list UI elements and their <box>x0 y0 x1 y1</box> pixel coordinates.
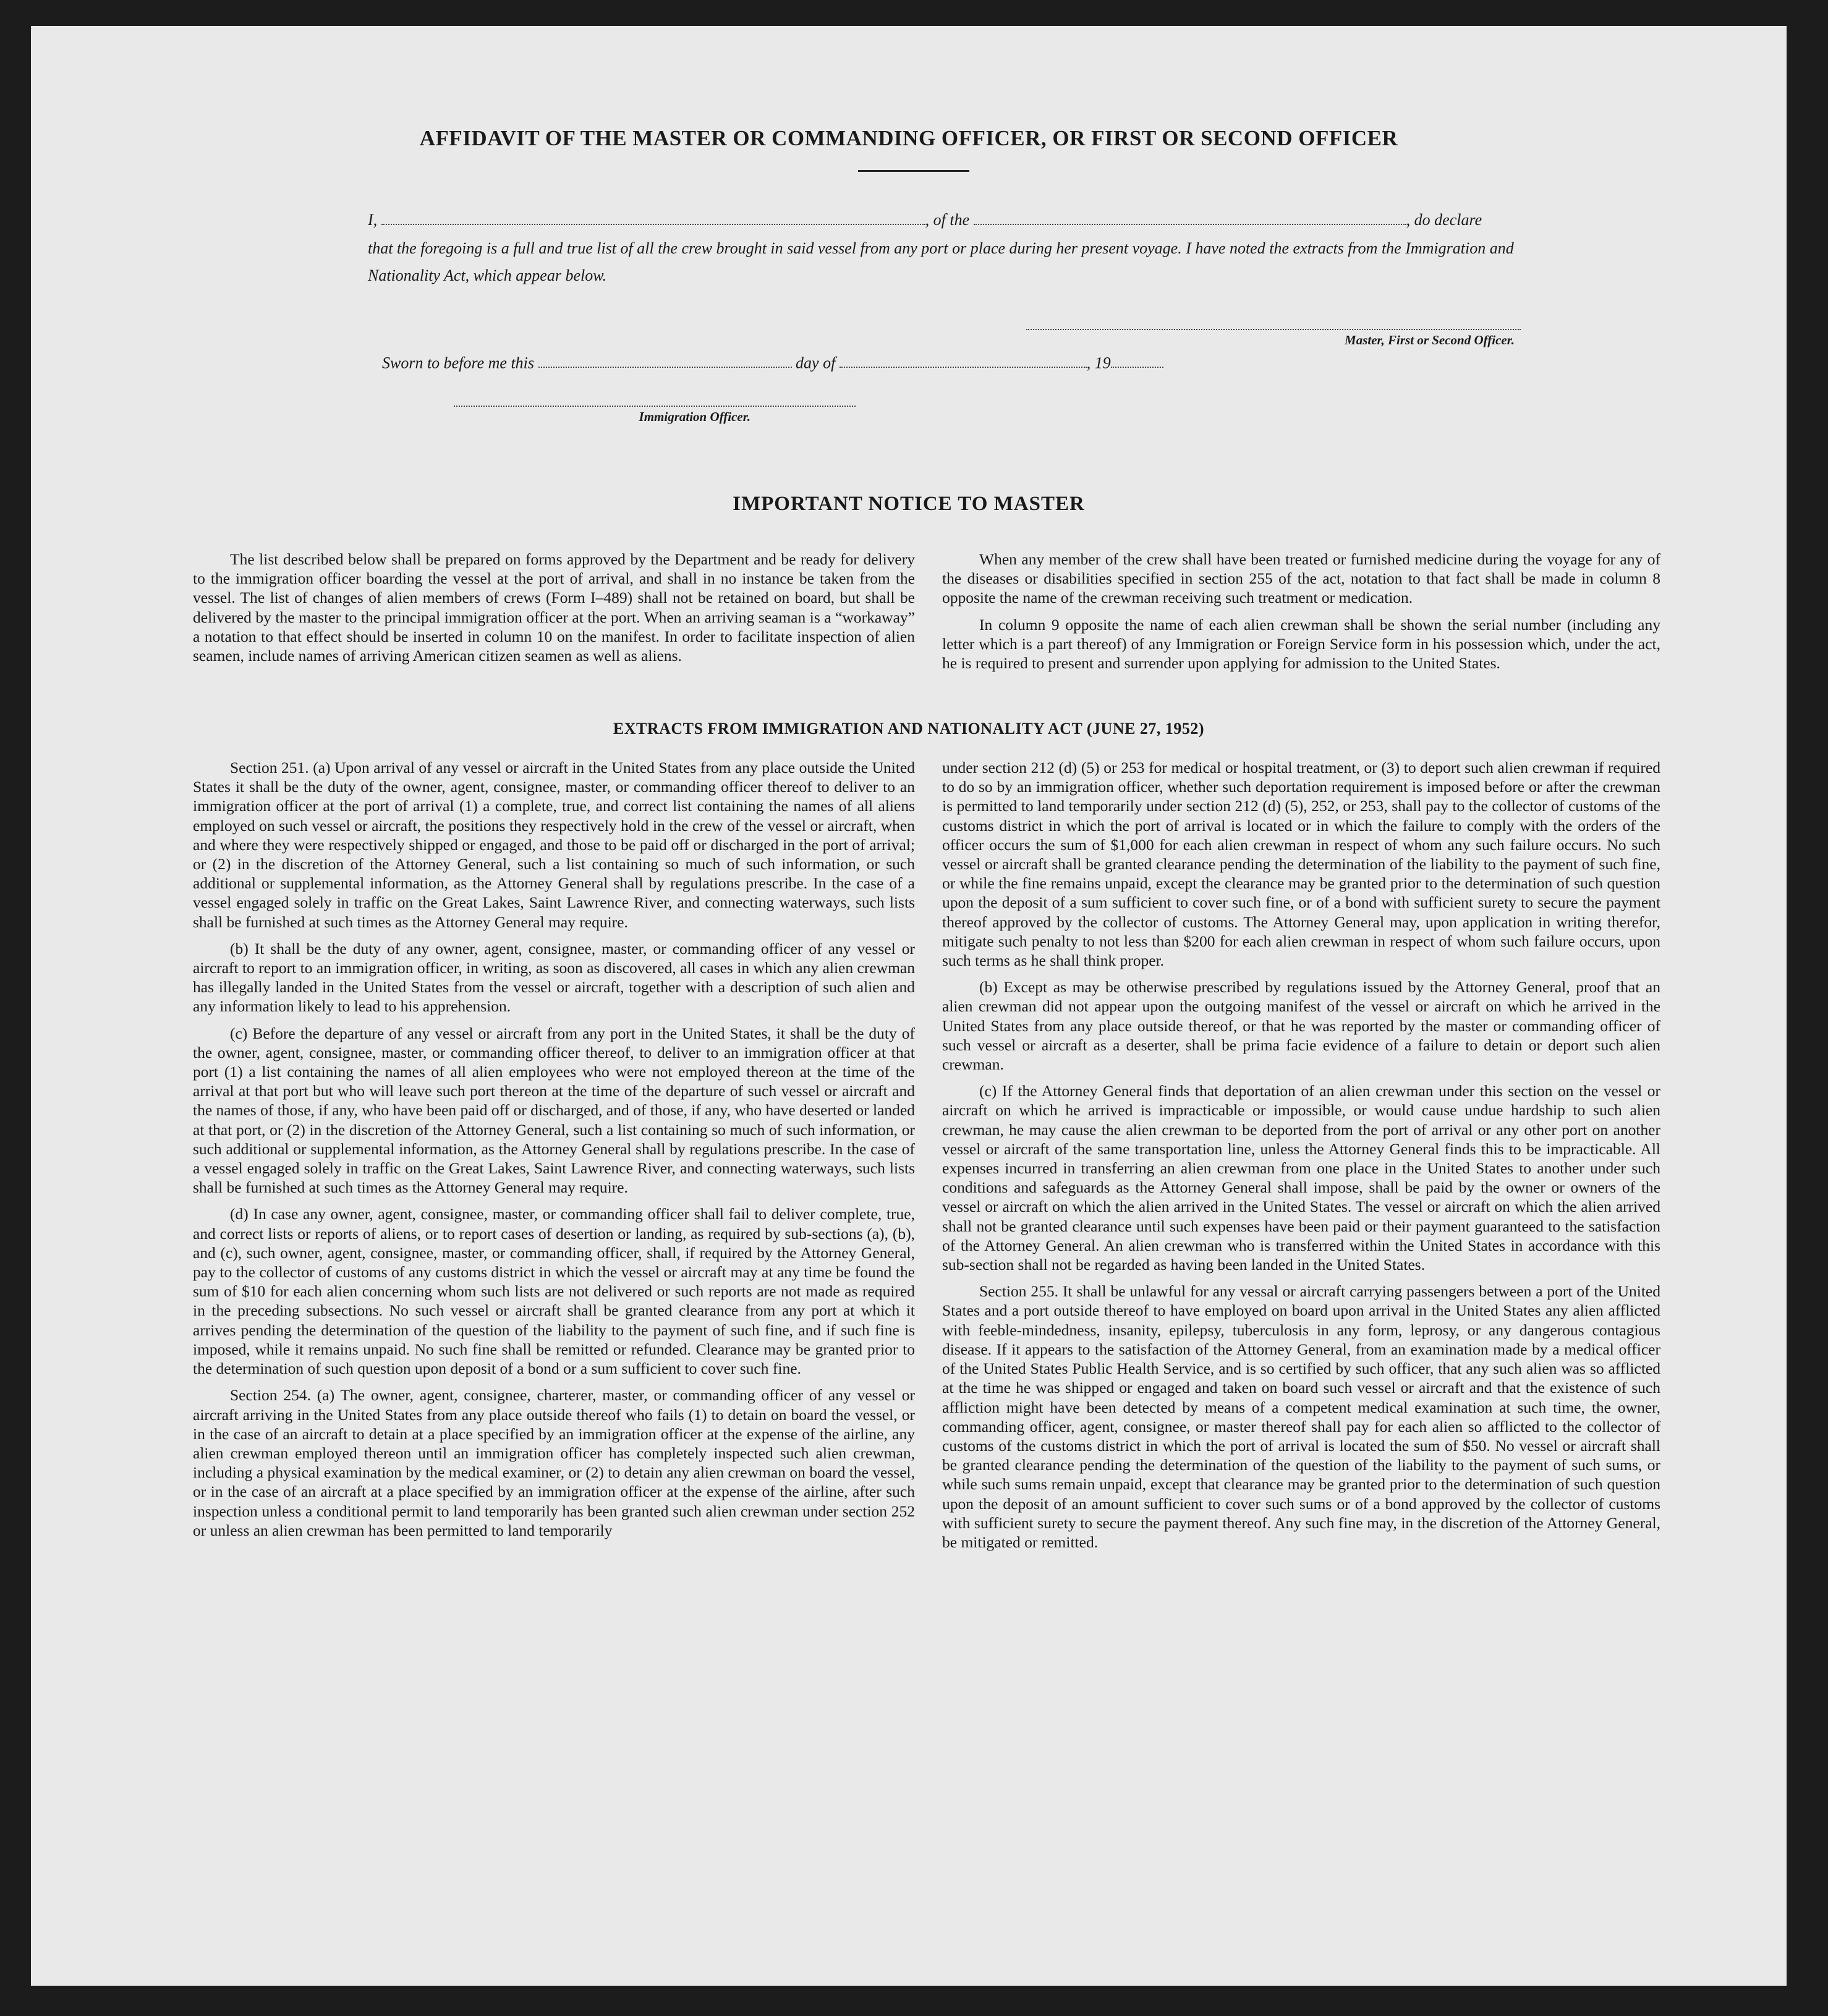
sworn-line <box>382 352 1163 372</box>
affidavit-title: AFFIDAVIT OF THE MASTER OR COMMANDING OFFICER, OR FIRST OR SECOND OFFICER <box>419 126 1398 150</box>
sworn-year-label: , 19 <box>1086 354 1111 372</box>
notice-title: IMPORTANT NOTICE TO MASTER <box>733 493 1085 515</box>
sworn-prefix: Sworn to before me this <box>382 354 535 372</box>
section-paragraph: (c) Before the departure of any vessel or aircraft from any port in the United States, it shall be the duty of the owner, agent, consignee, master, or commanding officer thereof, to deliver to an immigration officer at that port (1) a list containing the names of all alien employees who were not employed thereon at the time of the arrival at that port but who will leave such port thereon at the time of the departure of such vessel or aircraft and the names of those, if any, who have been paid off or discharged, and of those, if any, who have deserted or landed at that port, or (2) in the discretion of the Attorney General, such a list containing so much of such information, or such additional or supplemental information, as the Attorney General shall by regulations prescribe. In the case of a vessel engaged solely in traffic on the Great Lakes, Saint Lawrence River, and connecting waterways, such lists shall be furnished at such times as the Attorney General may require. <box>193 1024 915 1197</box>
do-declare-label: , do declare <box>1406 211 1482 229</box>
section-paragraph: (d) In case any owner, agent, consignee, master, or commanding officer shall fail to deliver complete, true, and correct lists or reports of aliens, or to report cases of desertion or landing, as required by sub-sections (a), (b), and (c), such owner, agent, consignee, master, or commanding officer, shall, if required by the Attorney General, pay to the collector of customs of any customs district in which the vessel or aircraft may at any time be found the sum of $10 for each alien concerning whom such lists are not delivered or such reports are not made as required in the preceding subsections. No such vessel or aircraft shall be granted clearance from any port at which it arrives pending the determination of the question of the liability to the payment of such fine, and if such fine is imposed, while it remains unpaid. No such fine shall be remitted or refunded. Clearance may be granted prior to the determination of such question upon deposit of a bond or a sum sufficient to cover such fine. <box>193 1205 915 1378</box>
extracts-title: EXTRACTS FROM IMMIGRATION AND NATIONALITY ACT (JUNE 27, 1952) <box>613 720 1205 738</box>
master-signature-caption: Master, First or Second Officer. <box>1345 333 1515 347</box>
immigration-officer-caption: Immigration Officer. <box>639 409 750 424</box>
section-paragraph: Section 251. (a) Upon arrival of any vessel or aircraft in the United States from any place outside the United States it shall be the duty of the owner, agent, consignee, master, or commanding officer thereof to deliver to an immigration officer at the port of arrival (1) a complete, true, and correct list containing the names of all aliens employed on such vessel or aircraft, the positions they respectively hold in the crew of the vessel or aircraft, when and where they were respectively shipped or engaged, and those to be paid off or discharged in the port of arrival; or (2) in the discretion of the Attorney General, such a list containing so much of such information, or such additional or supplemental information, as the Attorney General shall by regulations prescribe. In the case of a vessel engaged solely in traffic on the Great Lakes, Saint Lawrence River, and connecting waterways, such lists shall be furnished at such times as the Attorney General may require. <box>193 759 915 931</box>
sworn-day-blank <box>538 352 792 368</box>
section-paragraph: Section 255. It shall be unlawful for any vessal or aircraft carrying passengers between a port of the United States and a port outside thereof to have employed on board upon arrival in the United States any alien afflicted with feeble-mindedness, insanity, epilepsy, tuberculosis in any form, leprosy, or any dangerous contagious disease. If it appears to the satisfaction of the Attorney General, from an examination made by a medical officer of the United States Public Health Service, and is so certified by such officer, that any such alien was so afflicted at the time he was shipped or engaged and taken on board such vessel or aircraft and that the existence of such affliction might have been detected by means of a competent medical examination at such time, the owner, commanding officer, agent, consignee, or master thereof shall pay for each alien so afflicted to the collector of customs of the customs district in which the port of arrival is located the sum of $50. No vessel or aircraft shall be granted clearance pending the determination of the question of the liability to the payment of such sums, or while such sums remain unpaid, except that clearance may be granted prior to the determination of such question upon the deposit of an amount sufficient to cover such sums or of a bond approved by the collector of customs with sufficient surety to secure the payment thereof. Any such fine may, in the discretion of the Attorney General, be mitigated or remitted. <box>942 1282 1660 1551</box>
document-page <box>31 26 1787 1986</box>
section-paragraph: (c) If the Attorney General finds that deportation of an alien crewman under this section on the vessel or aircraft on which he arrived is impracticable or impossible, or would cause undue hardship to such alien crewman, he may cause the alien crewman to be deported from the port of arrival or any other port on another vessel or aircraft of the same transportation line, unless the Attorney General finds this to be impracticable. All expenses incurred in transferring an alien crewman from one place in the United States to another under such conditions and safeguards as the Attorney General shall impose, shall be paid by the owner or owners of the vessel or aircraft on which the alien arrived in the United States. The vessel or aircraft on which the alien arrived shall not be granted clearance until such expenses have been paid or their payment guaranteed to the satisfaction of the Attorney General. An alien crewman who is transferred within the United States in accordance with this sub-section shall not be regarded as having been landed in the United States. <box>942 1082 1660 1274</box>
sworn-year-blank <box>1111 352 1163 368</box>
name-blank <box>381 210 925 225</box>
sworn-day-of: day of <box>796 354 836 372</box>
title-divider <box>858 170 969 172</box>
section-paragraph: Section 254. (a) The owner, agent, consignee, charterer, master, or commanding officer of any vessel or aircraft arriving in the United States from any place outside thereof who fails (1) to detain on board the vessel, or in the case of an aircraft to detain at a place specified by an immigration officer at the expense of the airline, any alien crewman employed thereon until an immigration officer has completely inspected such alien crewman, including a physical examination by the medical examiner, or (2) to detain any alien crewman on board the vessel, or in the case of an aircraft at a place specified by an immigration officer at the expense of the airline, after such inspection unless a conditional permit to land temporarily has been granted such alien crewman under section 252 or unless an alien crewman has been permitted to land temporarily <box>193 1386 915 1539</box>
extracts-right-column <box>942 758 1660 1559</box>
immigration-officer-signature-line <box>454 406 856 407</box>
notice-left-column <box>193 550 915 673</box>
notice-paragraph: In column 9 opposite the name of each alien crewman shall be shown the serial number (including any letter which is a part thereof) of any Immigration or Foreign Service form in his possession which, under the act, he is required to present and surrender upon applying for admission to the United States. <box>942 615 1660 673</box>
section-paragraph: under section 212 (d) (5) or 253 for medical or hospital treatment, or (3) to deport such alien crewman if required to do so by an immigration officer, whether such deportation requirement is imposed before or after the crewman is permitted to land temporarily under section 212 (d) (5), 252, or 253, shall pay to the collector of customs of the customs district in which the port of arrival is located or in which the failure to comply with the orders of the officer occurs the sum of $1,000 for each alien crewman in respect of whom any such failure occurs. No such vessel or aircraft shall be granted clearance pending the determination of the liability to the payment of such fine, or while the fine remains unpaid, except the clearance may be granted prior to the determination of such question upon the deposit of a sum sufficient to cover such fine, or of a bond with sufficient surety to secure the payment thereof approved by the collector of customs. The Attorney General may, upon application in writing therefor, mitigate such penalty to not less than $200 for each alien crewman in respect of whom such failure occurs, upon such terms as he shall think proper. <box>942 759 1660 970</box>
notice-paragraph: The list described below shall be prepared on forms approved by the Department and be ready for delivery to the immigration officer boarding the vessel at the port of arrival, and shall in no instance be taken from the vessel. The list of changes of alien members of crews (Form I–489) shall not be retained on board, but shall be delivered by the master to the principal immigration officer at the port. When an arriving seaman is a “workaway” a notation to that effect should be inserted in column 10 on the manifest. In order to facilitate inspection of alien seamen, include names of arriving American citizen seamen as well as aliens. <box>193 550 915 665</box>
notice-paragraph: When any member of the crew shall have been treated or furnished medicine during the voyage for any of the diseases or disabilities specified in section 255 of the act, notation to that fact shall be made in column 8 opposite the name of the crewman receiving such treatment or medication. <box>942 550 1660 607</box>
of-the-label: , of the <box>925 211 970 229</box>
declaration-text: that the foregoing is a full and true list of all the crew brought in said vessel from any port or place during her present voyage. I have noted the extracts from the Immigration and Nationality Act, which appear below. <box>368 239 1514 284</box>
declaration-i-label: I, <box>368 211 378 229</box>
vessel-blank <box>974 210 1406 225</box>
sworn-month-blank <box>840 352 1087 368</box>
notice-right-column <box>942 550 1660 680</box>
master-signature-line <box>1026 329 1521 330</box>
declaration-name-line <box>368 206 1515 234</box>
extracts-left-column <box>193 758 915 1547</box>
section-paragraph: (b) Except as may be otherwise prescribed by regulations issued by the Attorney General, proof that an alien crewman did not appear upon the outgoing manifest of the vessel or aircraft on which he arrived in the United States from any place outside thereof, or that he was reported by the master or commanding officer of such vessel or aircraft as a deserter, shall be prima facie evidence of a failure to detain or deport such alien crewman. <box>942 978 1660 1074</box>
section-paragraph: (b) It shall be the duty of any owner, agent, consignee, master, or commanding officer of any vessel or aircraft to report to an immigration officer, in writing, as soon as discovered, all cases in which any alien crewman has illegally landed in the United States from the vessel or aircraft, together with a description of such alien and any information likely to lead to his apprehension. <box>193 939 915 1016</box>
